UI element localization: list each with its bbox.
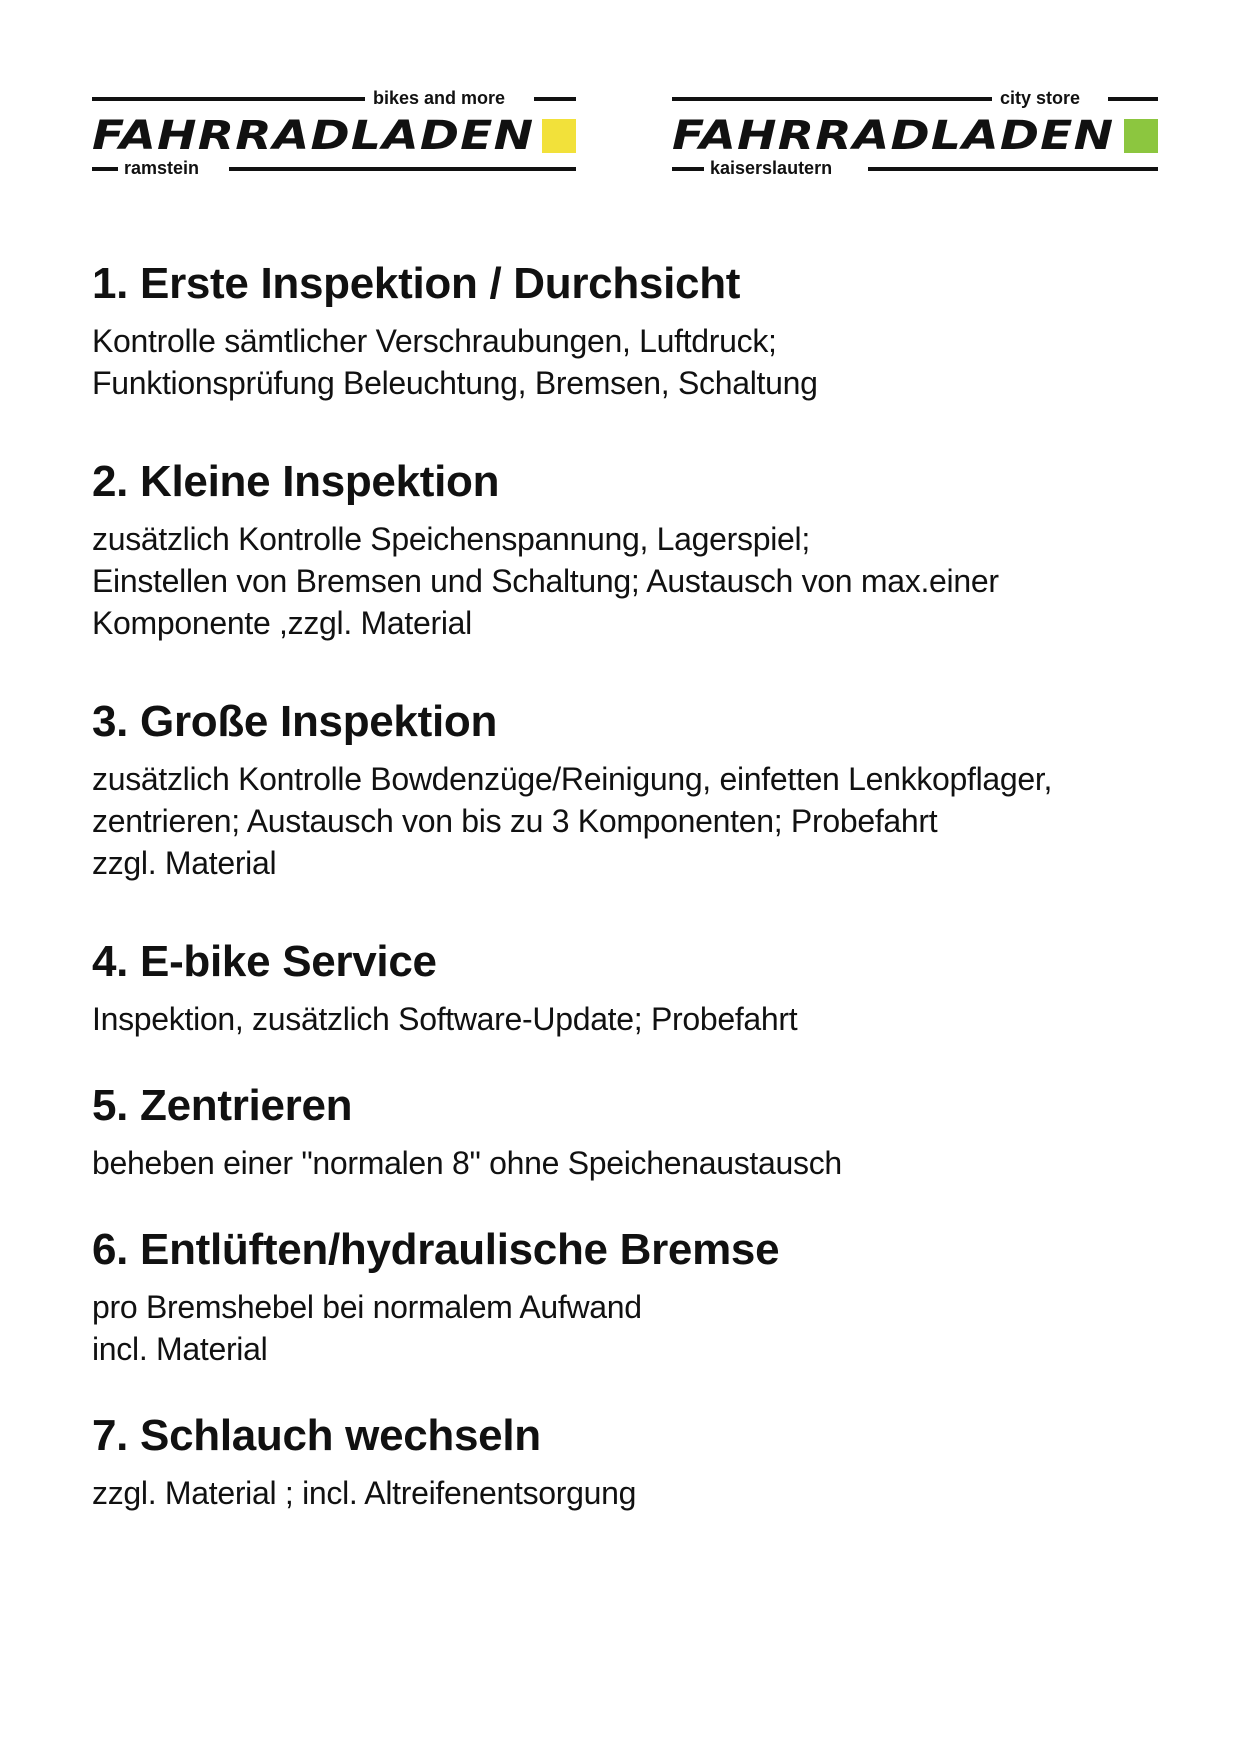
service-description-line: Komponente ,zzgl. Material (92, 605, 472, 641)
logo-accent-square (542, 119, 576, 153)
logo-fahrradladen-ramstein (92, 88, 576, 178)
logo-location: kaiserslautern (710, 158, 833, 178)
logo-fahrradladen-kaiserslautern (672, 88, 1158, 178)
service-title: 1. Erste Inspektion / Durchsicht (92, 259, 741, 308)
service-item (92, 258, 1172, 404)
logo-location: ramstein (124, 158, 200, 178)
logo-accent-square (1124, 119, 1158, 153)
logo-bottom-line (672, 158, 1158, 178)
service-description (92, 320, 1172, 404)
service-description (92, 518, 1172, 644)
service-description-line: zentrieren; Austausch von bis zu 3 Komponenten; Probefahrt (92, 803, 938, 839)
service-item (92, 936, 1172, 1040)
service-description-line: incl. Material (92, 1331, 268, 1367)
service-description (92, 1472, 1172, 1514)
service-item (92, 1224, 1172, 1370)
logo-top-line (92, 88, 576, 108)
service-description-line: zzgl. Material (92, 845, 277, 881)
logo-wordmark: FAHRRADLADEN (92, 113, 535, 159)
service-title: 4. E-bike Service (92, 937, 437, 986)
logo-rule (229, 167, 576, 171)
service-item (92, 456, 1172, 644)
service-description-line: Kontrolle sämtlicher Verschraubungen, Luftdruck; (92, 323, 777, 359)
service-item (92, 1080, 1172, 1184)
logo-rule (534, 97, 576, 101)
service-description (92, 1142, 1172, 1184)
logo-bottom-line (92, 158, 576, 178)
service-item (92, 1410, 1172, 1514)
service-description-line: zzgl. Material ; incl. Altreifenentsorgung (92, 1475, 637, 1511)
logo-wordmark: FAHRRADLADEN (672, 113, 1115, 159)
service-description-line: zusätzlich Kontrolle Bowdenzüge/Reinigung, einfetten Lenkkopflager, (92, 761, 1053, 797)
service-description-line: Einstellen von Bremsen und Schaltung; Austausch von max.einer (92, 563, 999, 599)
service-title: 3. Große Inspektion (92, 697, 498, 746)
service-title: 6. Entlüften/hydraulische Bremse (92, 1225, 780, 1274)
service-description-line: pro Bremshebel bei normalem Aufwand (92, 1289, 642, 1325)
logo-tagline: bikes and more (373, 88, 506, 108)
logo-rule (1108, 97, 1158, 101)
service-item (92, 696, 1172, 884)
service-list (92, 258, 1172, 1514)
logo-tagline: city store (1000, 88, 1081, 108)
service-description-line: Inspektion, zusätzlich Software-Update; Probefahrt (92, 1001, 798, 1037)
service-title: 7. Schlauch wechseln (92, 1411, 541, 1460)
logo-rule (92, 97, 365, 101)
service-description-line: Funktionsprüfung Beleuchtung, Bremsen, Schaltung (92, 365, 818, 401)
service-description-line: beheben einer "normalen 8" ohne Speichenaustausch (92, 1145, 842, 1181)
service-description-line: zusätzlich Kontrolle Speichenspannung, Lagerspiel; (92, 521, 810, 557)
service-title: 5. Zentrieren (92, 1081, 353, 1130)
logo-rule (672, 97, 992, 101)
logo-rule (672, 167, 704, 171)
service-description (92, 1286, 1172, 1370)
logo-rule (92, 167, 118, 171)
service-description (92, 998, 1172, 1040)
logo-rule (868, 167, 1158, 171)
service-title: 2. Kleine Inspektion (92, 457, 500, 506)
service-description (92, 758, 1172, 884)
logo-top-line (672, 88, 1158, 108)
